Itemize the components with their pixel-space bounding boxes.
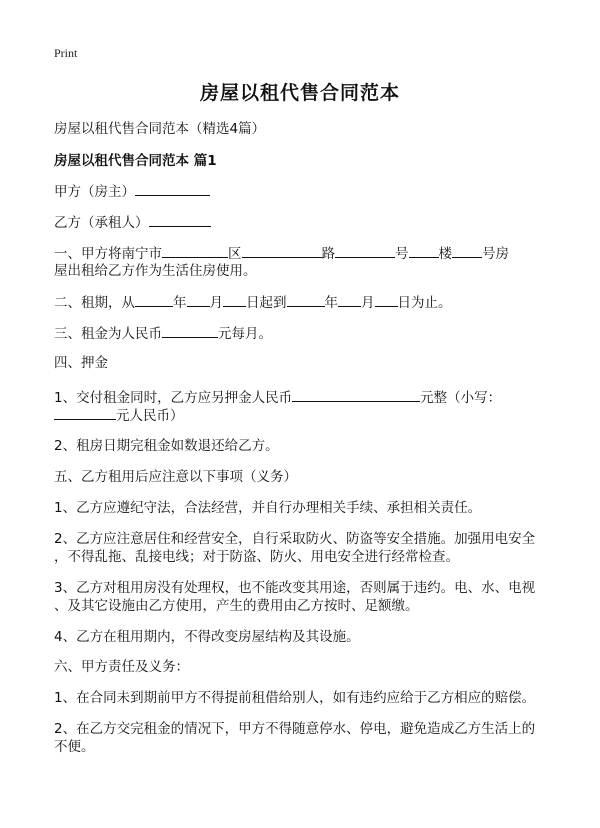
clause-1-text-b: 区 <box>228 246 242 262</box>
clause-3-text-a: 三、租金为人民币 <box>54 326 162 342</box>
number-blank <box>335 242 395 258</box>
clause-3 <box>54 322 554 345</box>
clause-2-text-f: 月 <box>361 295 375 311</box>
clause-1-text-f: 号房 <box>482 246 509 262</box>
clause-5-4: 4、乙方在租用期内，不得改变房屋结构及其设施。 <box>54 629 360 645</box>
building-blank <box>409 242 439 258</box>
document-title: 房屋以租代售合同范本 <box>199 82 400 104</box>
clause-2-text-e: 年 <box>324 295 338 311</box>
end-month-blank <box>338 291 361 307</box>
clause-4-2: 2、租房日期完租金如数退还给乙方。 <box>54 438 279 454</box>
clause-4-heading: 四、押金 <box>54 355 108 371</box>
party-b-line <box>54 211 554 234</box>
clause-3-text-b: 元每月。 <box>218 326 272 342</box>
clause-6-2-line-1: 2、在乙方交完租金的情况下，甲方不得随意停水、停电，避免造成乙方生活上的 <box>54 721 536 737</box>
clause-2-text-a: 二、租期，从 <box>54 295 135 311</box>
print-link[interactable]: Print <box>54 46 78 60</box>
clause-1-text-c: 路 <box>321 246 335 262</box>
clause-5-3-line-2: 、及其它设施由乙方使用，产生的费用由乙方按时、足额缴。 <box>54 598 419 614</box>
clause-6-1: 1、在合同未到期前甲方不得提前租借给别人，如有违约应给于乙方相应的赔偿。 <box>54 690 536 706</box>
document-subtitle: 房屋以租代售合同范本（精选4篇） <box>54 121 266 137</box>
clause-1-line-2: 屋出租给乙方作为生活住房使用。 <box>54 263 257 279</box>
clause-1-text-e: 楼 <box>438 246 452 262</box>
clause-4-1-line-2 <box>54 404 554 427</box>
clause-5-2-line-1: 2、乙方应注意居住和经营安全，自行采取防火、防盗等安全措施。加强用电安全 <box>54 531 536 547</box>
party-b-blank <box>149 211 211 227</box>
clause-6-2-line-2: 不便。 <box>54 739 95 755</box>
section-heading: 房屋以租代售合同范本 篇1 <box>54 153 217 169</box>
party-a-label: 甲方（房主） <box>54 184 135 200</box>
start-year-blank <box>135 291 173 307</box>
end-year-blank <box>287 291 325 307</box>
clause-1-text-d: 号 <box>395 246 409 262</box>
clause-4-1-text-b: 元整（小写： <box>420 390 502 406</box>
clause-5-2-line-2: ，不得乱拖、乱接电线；对于防盗、防火、用电安全进行经常检查。 <box>54 549 459 565</box>
clause-2-text-b: 年 <box>173 295 187 311</box>
clause-5-heading: 五、乙方租用后应注意以下事项（义务） <box>54 469 297 485</box>
end-day-blank <box>375 291 398 307</box>
clause-5-1: 1、乙方应遵纪守法，合法经营，并自行办理相关手续、承担相关责任。 <box>54 500 482 516</box>
clause-1-text-a: 一、甲方将南宁市 <box>54 246 162 262</box>
clause-4-1-text-c: 元人民币） <box>116 408 184 424</box>
road-blank <box>242 242 322 258</box>
clause-4-1-text-a: 1、交付租金同时，乙方应另押金人民币 <box>54 390 293 406</box>
rent-blank <box>162 322 218 338</box>
clause-2-text-c: 月 <box>209 295 223 311</box>
clause-2-text-d: 日起到 <box>246 295 287 311</box>
party-b-label: 乙方（承租人） <box>54 215 149 231</box>
district-blank <box>162 242 228 258</box>
start-day-blank <box>223 291 246 307</box>
clause-2 <box>54 291 554 314</box>
party-a-blank <box>135 180 210 196</box>
deposit-lowercase-blank <box>54 404 116 420</box>
clause-2-text-g: 日为止。 <box>397 295 452 311</box>
clause-6-heading: 六、甲方责任及义务： <box>54 659 189 675</box>
start-month-blank <box>187 291 210 307</box>
room-blank <box>452 242 482 258</box>
party-a-line <box>54 180 554 203</box>
clause-5-3-line-1: 3、乙方对租用房没有处理权，也不能改变其用途，否则属于违约。电、水、电视 <box>54 580 536 596</box>
deposit-amount-blank <box>292 386 420 402</box>
